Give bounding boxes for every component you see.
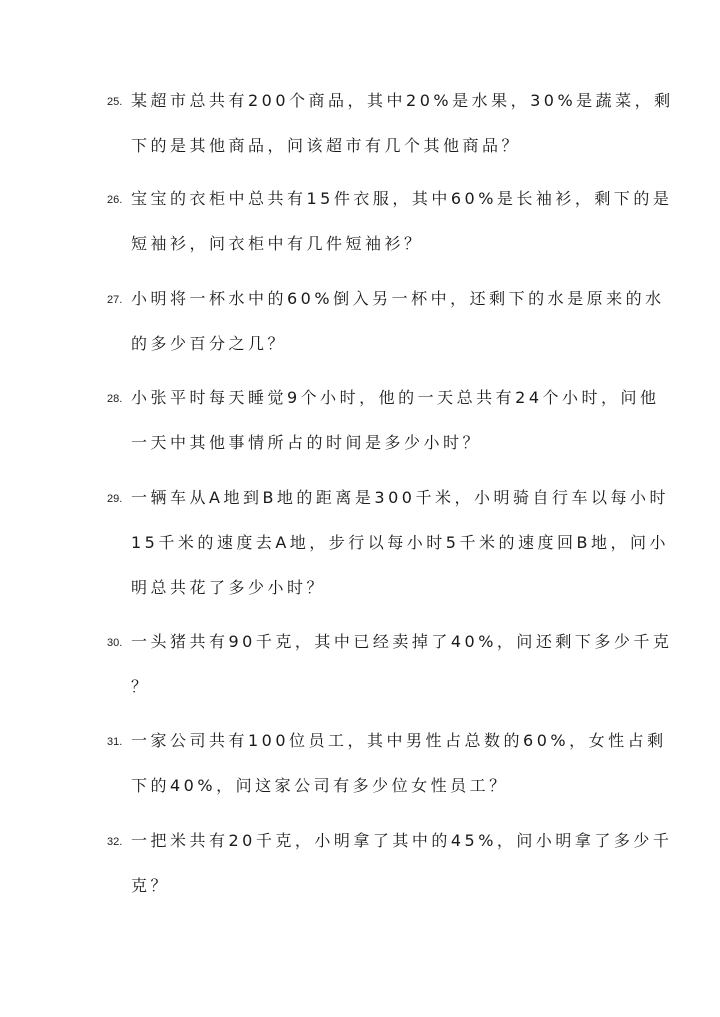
problem-number: 29.	[107, 493, 123, 505]
problem-text-line: 小张平时每天睡觉9个小时，他的一天总共有24个小时，问他	[131, 388, 660, 407]
problem-text-line: 一头猪共有90千克，其中已经卖掉了40%，问还剩下多少千克	[131, 632, 673, 651]
problem-number: 30.	[107, 637, 123, 649]
problem-text-line: 明总共花了多少小时？	[131, 578, 327, 597]
problem-number: 28.	[107, 393, 123, 405]
problem-number: 26.	[107, 194, 123, 206]
problem-text-line: 15千米的速度去A地，步行以每小时5千米的速度回B地，问小	[131, 533, 669, 552]
problem-text-line: 下的40%，问这家公司有多少位女性员工？	[131, 776, 509, 795]
problem-text-line: 一家公司共有100位员工，其中男性占总数的60%，女性占剩	[131, 731, 667, 750]
problem-text-line: 某超市总共有200个商品，其中20%是水果，30%是蔬菜，剩	[131, 91, 674, 110]
problem-number: 32.	[107, 836, 123, 848]
problem-text-line: 下的是其他商品，问该超市有几个其他商品？	[131, 136, 522, 155]
problem-text-line: 克？	[131, 876, 171, 895]
problem-text-line: 一天中其他事情所占的时间是多少小时？	[131, 433, 483, 452]
problem-text-line: 一辆车从A地到B地的距离是300千米，小明骑自行车以每小时	[131, 488, 669, 507]
problem-text-line: 小明将一杯水中的60%倒入另一杯中，还剩下的水是原来的水	[131, 289, 665, 308]
problem-text-line: 的多少百分之几？	[131, 334, 288, 353]
problem-text-line: 一把米共有20千克，小明拿了其中的45%，问小明拿了多少千	[131, 831, 673, 850]
problem-text-line: 短袖衫，问衣柜中有几件短袖衫？	[131, 234, 424, 253]
problem-number: 31.	[107, 736, 123, 748]
problem-text-line: ？	[131, 677, 151, 696]
problem-number: 27.	[107, 294, 123, 306]
problem-text-line: 宝宝的衣柜中总共有15件衣服，其中60%是长袖衫，剩下的是	[131, 189, 673, 208]
problem-number: 25.	[107, 96, 123, 108]
